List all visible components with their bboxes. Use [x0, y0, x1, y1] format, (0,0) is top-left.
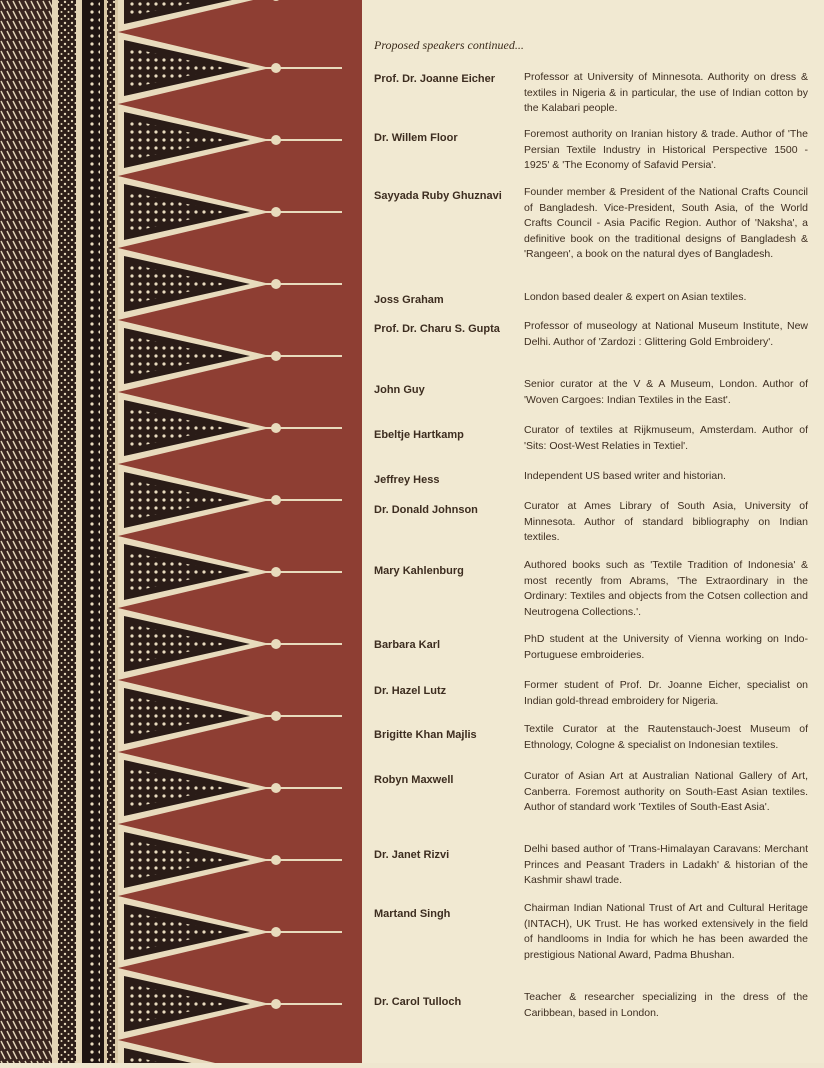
speaker-name: John Guy	[374, 384, 425, 396]
speaker-name: Prof. Dr. Charu S. Gupta	[374, 323, 500, 335]
speaker-description: Professor at University of Minnesota. Authority on dress & textiles in Nigeria & in particular, the use of Indian cotton by the Kalabari people.	[524, 71, 808, 114]
textile-border-image	[0, 0, 362, 1063]
speaker-name: Dr. Janet Rizvi	[374, 849, 450, 861]
speaker-description: Senior curator at the V & A Museum, London. Author of 'Woven Cargoes: Indian Textiles in the East'.	[524, 378, 808, 406]
speaker-name: Mary Kahlenburg	[374, 565, 464, 577]
speaker-name: Dr. Willem Floor	[374, 132, 458, 144]
speaker-name: Prof. Dr. Joanne Eicher	[374, 73, 496, 85]
speaker-description: Curator of textiles at Rijkmuseum, Amsterdam. Author of 'Sits: Oost-West Relaties in Textiel'.	[524, 424, 808, 452]
speaker-description: Teacher & researcher specializing in the dress of the Caribbean, based in London.	[524, 991, 808, 1019]
speaker-name: Brigitte Khan Majlis	[374, 729, 477, 741]
speaker-name: Ebeltje Hartkamp	[374, 429, 464, 441]
speaker-name: Robyn Maxwell	[374, 774, 454, 786]
speaker-description: London based dealer & expert on Asian textiles.	[524, 291, 747, 303]
speaker-name: Sayyada Ruby Ghuznavi	[374, 190, 502, 202]
speaker-description: Curator at Ames Library of South Asia, University of Minnesota. Author of standard bibliography on Indian textiles.	[524, 500, 808, 543]
speaker-description: Delhi based author of 'Trans-Himalayan Caravans: Merchant Princes and Peasant Traders in Ladakh' & historian of the Kashmir shawl trade.	[524, 843, 808, 886]
triangle-motif-flower	[271, 63, 281, 73]
speaker-name: Jeffrey Hess	[374, 474, 440, 486]
triangle-motif-flower	[271, 783, 281, 793]
triangle-motif-flower	[271, 711, 281, 721]
speaker-description: Founder member & President of the National Crafts Council of Bangladesh. Vice-President, South Asia, of the World Crafts Council - Asia Pacific Region. Author of 'Naksha', a definitive book on the traditional designs of Bangladesh & 'Rangeen', a book on the natural dyes of Bangladesh.	[524, 186, 808, 260]
textile-pattern	[0, 0, 362, 1063]
triangle-motif-flower	[271, 927, 281, 937]
triangle-motif-flower	[271, 855, 281, 865]
triangle-motif-flower	[271, 567, 281, 577]
speaker-description: Former student of Prof. Dr. Joanne Eicher, specialist on Indian gold-thread embroidery for Nigeria.	[524, 679, 808, 707]
speaker-description: PhD student at the University of Vienna working on Indo-Portuguese embroideries.	[524, 633, 808, 661]
triangle-motif-flower	[271, 351, 281, 361]
speaker-name: Martand Singh	[374, 908, 451, 920]
triangle-motif-flower	[271, 999, 281, 1009]
speaker-description: Textile Curator at the Rautenstauch-Joest Museum of Ethnology, Cologne & specialist on Indonesian textiles.	[524, 723, 808, 751]
speaker-description: Independent US based writer and historian.	[524, 470, 726, 482]
triangle-motif-flower	[271, 279, 281, 289]
speaker-description: Foremost authority on Iranian history & trade. Author of 'The Persian Textile Industry in Historical Perspective 1500 - 1925' & 'The Economy of Safavid Persia'.	[524, 128, 808, 171]
speaker-name: Dr. Donald Johnson	[374, 504, 478, 516]
triangle-motif-flower	[271, 207, 281, 217]
speaker-description: Curator of Asian Art at Australian National Gallery of Art, Canberra. Foremost authority on South-East Asian textiles. Author of standard work 'Textiles of South-East Asia'.	[524, 770, 808, 813]
speaker-description: Authored books such as 'Textile Tradition of Indonesia' & most recently from Abrams, 'The Extraordinary in the Ordinary: Textiles and objects from the Cotsen collection and Neutrogena Collections.'.	[524, 559, 808, 618]
speaker-name: Barbara Karl	[374, 639, 441, 651]
section-heading: Proposed speakers continued...	[374, 38, 524, 52]
triangle-motif-flower	[271, 423, 281, 433]
speaker-description: Professor of museology at National Museum Institute, New Delhi. Author of 'Zardozi : Glittering Gold Embroidery'.	[524, 320, 808, 348]
speaker-name: Dr. Carol Tulloch	[374, 996, 462, 1008]
triangle-motif-flower	[271, 135, 281, 145]
speaker-name: Joss Graham	[374, 294, 444, 306]
speaker-description: Chairman Indian National Trust of Art and Cultural Heritage (INTACH), UK Trust. He has worked extensively in the field of handlooms in India for which he has been awarded the prestigious National Award, Padma Bhushan.	[524, 902, 808, 961]
triangle-motif-flower	[271, 639, 281, 649]
speaker-name: Dr. Hazel Lutz	[374, 685, 447, 697]
triangle-motif-flower	[271, 495, 281, 505]
speakers-panel	[362, 0, 824, 1063]
